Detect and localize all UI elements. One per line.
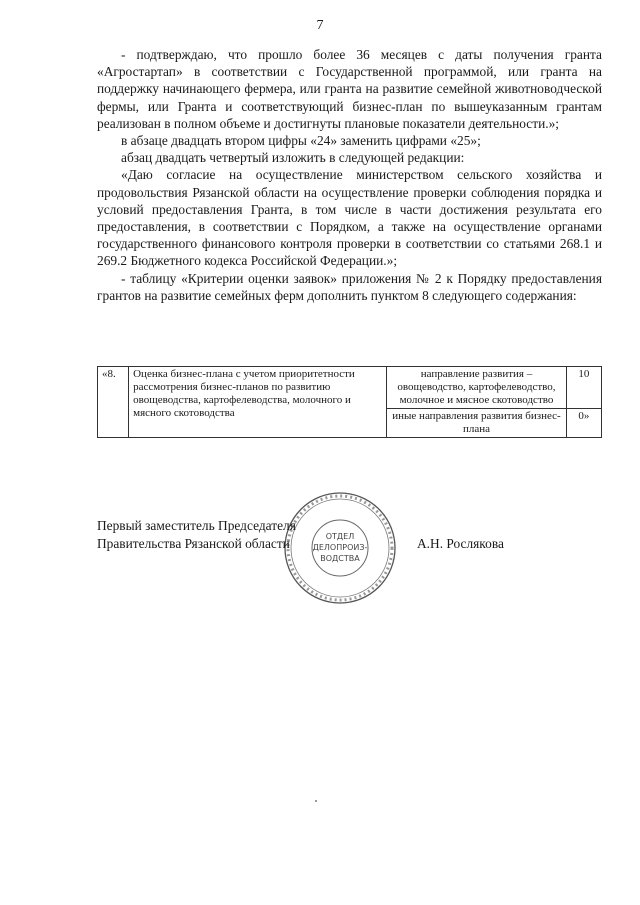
signatory-title: Правительства Рязанской области: [97, 536, 290, 551]
signatory-title: Первый заместитель Председателя: [97, 518, 296, 533]
scan-speck: [315, 800, 317, 802]
stamp-text: ОТДЕЛ: [325, 532, 355, 541]
item-number-cell: «8.: [98, 367, 129, 438]
criterion-cell: Оценка бизнес-плана с учетом приоритетности рассмотрения бизнес-планов по развитию овощеводства, картофелеводства, молочного и мясного скотоводства: [129, 367, 387, 438]
paragraph: - подтверждаю, что прошло более 36 месяцев с даты получения гранта «Агростартап» в соответствии с Государственной программой, или гранта на поддержку начинающего фермера, или гранта на развитие семейной животноводческой фермы, или Гранта и соответствующий бизнес-план по вышеуказанным грантам реализован в полном объеме и достигнуты плановые показатели деятельности.»;: [97, 47, 602, 131]
signatory-name: А.Н. Рослякова: [417, 536, 504, 551]
stamp-text: ДЕЛОПРОИЗ-: [312, 543, 368, 552]
paragraph: абзац двадцать четвертый изложить в следующей редакции:: [121, 150, 465, 166]
stamp-text: ВОДСТВА: [320, 554, 360, 563]
paragraph: - таблицу «Критерии оценки заявок» приложения № 2 к Порядку предоставления грантов на развитие семейных ферм дополнить пунктом 8 следующего содержания:: [97, 270, 602, 303]
table-row: [98, 367, 602, 409]
criteria-table: [97, 366, 602, 438]
paragraph: в абзаце двадцать втором цифры «24» заменить цифрами «25»;: [121, 133, 481, 149]
direction-cell: направление развития – овощеводство, картофелеводство, молочное и мясное скотоводство: [387, 367, 567, 409]
page-number: 7: [316, 18, 324, 33]
document-body: [97, 46, 602, 304]
score-cell: 0»: [566, 409, 601, 438]
signature-block: [97, 517, 602, 553]
paragraph: «Даю согласие на осуществление министерством сельского хозяйства и продовольствия Рязанской области на осуществление проверки соблюдения порядка и условий предоставления Гранта, в том числе в части достижения результата его предоставления, в соответствии с Порядком, а также на осуществление органами государственного финансового контроля проверки в соответствии со статьями 268.1 и 269.2 Бюджетного кодекса Российской Федерации.»;: [97, 167, 602, 269]
score-cell: 10: [566, 367, 601, 409]
direction-cell: иные направления развития бизнес-плана: [387, 409, 567, 438]
